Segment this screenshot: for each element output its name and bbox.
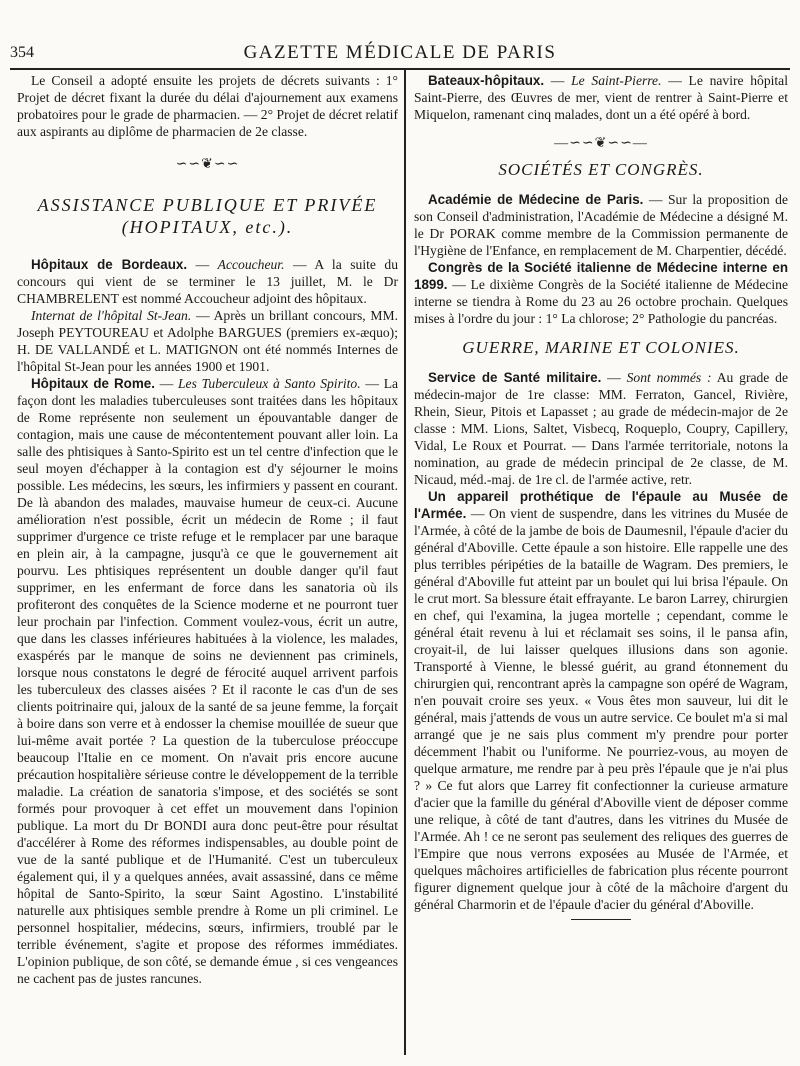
run-head-internat: Internat de l'hôpital St-Jean.: [31, 308, 192, 323]
end-rule: [571, 919, 631, 920]
article-congres: Congrès de la Société italienne de Médecine interne en 1899. — Le dixième Congrès de la Société italienne de Médecine interne se tiendra à Rome du 23 au 26 octobre prochain. Quelques mises à l'ordre du jour : 1° La chlorose; 2° Pathologie du pancréas.: [414, 260, 788, 326]
article-internat: Internat de l'hôpital St-Jean. — Après un brillant concours, MM. Joseph PEYTOUREAU et Adolphe BARGUES (premiers ex-æquo); H. DE VALLANDÉ et L. MATIGNON ont été nommés Internes de l'hôpital St-Jean pour les années 1900 et 1901.: [17, 308, 398, 374]
text-congres: Le dixième Congrès de la Société italienne de Médecine interne se tiendra à Rome du 23 au 26 octobre prochain. Quelques mises à l'ordre du jour : 1° La chlorose; 2° Pathologie du pancréas.: [414, 277, 788, 326]
run-head-service: Service de Santé militaire.: [428, 370, 602, 385]
section-title-guerre: GUERRE, MARINE ET COLONIES.: [462, 338, 740, 357]
article-bordeaux: Hôpitaux de Bordeaux. — Accoucheur. — A la suite du concours qui vient de se terminer le 13 juillet, M. le Dr CHAMBRELENT est nommé Accoucheur adjoint des hôpitaux.: [17, 257, 399, 306]
section-title-assistance: ASSISTANCE PUBLIQUE ET PRIVÉE: [37, 195, 378, 215]
article-rome: Hôpitaux de Rome. — Les Tuberculeux à Santo Spirito. — La façon dont les maladies tuberculeuses sont traitées dans les hôpitaux de Rome représente non seulement un épouvantable danger de contagion, mais une cause de mécontentement pouvant aller loin. La salle des phtisiques à Santo-Spirito est un tel centre d'infection que le seul moyen d'échapper à la contagion est d'y séjourner le moins possible. Les médecins, les sœurs, les infirmiers y passent en courant. De là abandon des malades, mauvaise humeur de ceux-ci. Aucune amélioration n'est possible, écrit un médecin de Rome ; il faut supprimer d'urgence ce triste refuge et le remplacer par une baraque en plein air, à la campagne, jusqu'à ce que le gouvernement ait pourvu. Les phtisiques représentent un double danger qu'il faut supprimer, en les enfermant de force dans les sanatoria où ils profiteront des conquêtes de la Science moderne et ne pourront tuer leur prochain par l'infection. Comment voulez-vous, écrit un autre, que dans les classes inférieures habituées à la violence, les malades, exaspérés par le manque de soins ne deviennent pas criminels, lorsque nous constatons le degré de férocité auquel arrivent parfois les tuberculeux des classes aisées ? Et il raconte le cas d'un de ses clients poitrinaire qui, jaloux de la santé de sa jeune femme, la forçait à boire dans son verre et à endosser la chemise mouillée de sueur que lui-même avait portée ? La question de la tuberculose préoccupe beaucoup l'Italie en ce moment. On n'avait pris encore aucune précaution hospitalière sérieuse contre le développement de la terrible maladie. La création de sanatoria s'impose, et des sociétés se sont formés pour provoquer à cet effet un mouvement dans l'opinion publique. La mort du Dr BONDI aura donc peut-être pour résultat d'accélérer à Rome des réformes indispensables, au double point de vue de la santé publique et de l'Humanité. C'est un tuberculeux également qui, il y a quelques années, avait assassiné, dans ce même hôpital de Santo-Spirito, la sœur Saint Agostino. L'instabilité naturelle aux phtisiques semble prendre à Rome un pli criminel. Le personnel hospitalier, médecins, sœurs, infirmiers, troublé par le terrible événement, s'agite et propose des réformes immédiates. L'opinion publique, de son côté, se demande émue , si ces vengeances ne cachent pas de justes rancunes.: [17, 376, 399, 986]
text-internat: Après un brillant concours, MM. Joseph PEYTOUREAU et Adolphe BARGUES (premiers ex-æquo); H. DE VALLANDÉ et L. MATIGNON ont été nommés Internes de l'hôpital St-Jean pour les années 1900 et 1901.: [17, 308, 398, 374]
column-divider: [404, 70, 406, 1055]
page-number: 354: [10, 44, 34, 61]
text-bateaux: Le navire hôpital Saint-Pierre, des Œuvres de mer, vient de rentrer à Saint-Pierre et Miquelon, ramenant cinq malades, dont un a été opéré à bord.: [414, 73, 788, 122]
sub-head-bordeaux: Accoucheur.: [217, 257, 285, 272]
article-bateaux: Bateaux-hôpitaux. — Le Saint-Pierre. — Le navire hôpital Saint-Pierre, des Œuvres de mer, vient de rentrer à Saint-Pierre et Miquelon, ramenant cinq malades, dont un a été opéré à bord.: [414, 73, 788, 122]
sub-head-bateaux: Le Saint-Pierre.: [571, 73, 662, 88]
page-header: [0, 0, 800, 64]
section-title-societes: SOCIÉTÉS ET CONGRÈS.: [498, 160, 704, 179]
ornament-divider-right: —∽∽❦∽∽—: [554, 136, 648, 151]
journal-title: GAZETTE MÉDICALE DE PARIS: [243, 42, 557, 63]
article-appareil: Un appareil prothétique de l'épaule au Musée de l'Armée. — On vient de suspendre, dans les vitrines du Musée de l'Armée, à côté de la jambe de bois de Daumesnil, l'épaule d'acier du général d'Aboville. Cette épaule a son histoire. Elle rappelle une des plus terribles péripéties de la bataille de Wagram. Des premiers, le général d'Aboville fut atteint par un boulet qui lui brisa l'épaule. On le crut mort. Sa blessure était effrayante. Le baron Larrey, chirurgien en chef, qui l'examina, la jugea mortelle ; cependant, comme le général était revenu à lui et réclamait ses soins, il le pansa afin, croyait-il, de lui laisser quelques illusions dans son agonie. Transporté à Vienne, le blessé guérit, au grand étonnement du chirurgien qui, rencontrant après la campagne son opéré de Wagram, n'en pouvait croire ses yeux. « Vous êtes mon sauveur, lui dit le général, mais j'attends de vous un autre service. Ce boulet m'a si mal arrangé que je ne sais plus comment m'y prendre pour porter décemment l'habit ou l'uniforme. Ne pourriez-vous, au moyen de quelque armature, me rendre par à peu près l'épaule que je n'ai plus ? » Ce fut alors que Larrey fit confectionner la curieuse armature d'acier que la famille du général d'Aboville vient de déposer comme une relique, à côté de tant d'autres, dans les vitrines du Musée de l'Armée. Ah ! ce ne seront pas seulement des reliques des guerres de l'Empire que nous verrons exposées au Musée de l'Armée, et quelques mâchoires artificielles de fabrication plus récente pourront figurer dignement quelque jour à côté de la mâchoire d'argent du général Charmorin et de l'épaule d'acier du général d'Aboville.: [414, 489, 788, 912]
run-head-appareil: Un appareil prothétique de l'épaule au Musée de l'Armée.: [414, 489, 788, 521]
text-bordeaux: A la suite du concours qui vient de se terminer le 13 juillet, M. le Dr CHAMBRELENT est nommé Accoucheur adjoint des hôpitaux.: [17, 257, 399, 306]
text-appareil: On vient de suspendre, dans les vitrines du Musée de l'Armée, à côté de la jambe de bois de Daumesnil, l'épaule d'acier du général d'Aboville. Cette épaule a son histoire. Elle rappelle une des plus terribles péripéties de la bataille de Wagram. Des premiers, le général d'Aboville fut atteint par un boulet qui lui brisa l'épaule. On le crut mort. Sa blessure était effrayante. Le baron Larrey, chirurgien en chef, qui l'examina, la jugea mortelle ; cependant, comme le général était revenu à lui et réclamait ses soins, il le pansa afin, croyait-il, de lui laisser quelques illusions dans son agonie. Transporté à Vienne, le blessé guérit, au grand étonnement du chirurgien qui, rencontrant après la campagne son opéré de Wagram, n'en pouvait croire ses yeux. « Vous êtes mon sauveur, lui dit le général, mais j'attends de vous un autre service. Ce boulet m'a si mal arrangé que je ne sais plus comment m'y prendre pour porter décemment l'habit ou l'uniforme. Ne pourriez-vous, au moyen de quelque armature, me rendre par à peu près l'épaule que je n'ai plus ? » Ce fut alors que Larrey fit confectionner la curieuse armature d'acier que la famille du général d'Aboville vient de déposer comme une relique, à côté de tant d'autres, dans les vitrines du Musée de l'Armée. Ah ! ce ne seront pas seulement des reliques des guerres de l'Empire que nous verrons exposées au Musée de l'Armée, et quelques mâchoires artificielles de fabrication plus récente pourront figurer dignement quelque jour à côté de la mâchoire d'argent du général Charmorin et de l'épaule d'acier du général d'Aboville.: [414, 506, 788, 912]
sub-head-rome: Les Tuberculeux à Santo Spirito.: [177, 376, 361, 391]
article-service-sante: Service de Santé militaire. — Sont nommés : Au grade de médecin-major de 1re classe: MM. Ferraton, Gancel, Rivière, Rhein, Sieur, Pitois et Lapasset ; au grade de médecin-major de 2e classe : MM. Lions, Saltet, Visbecq, Roqueplo, Coupry, Capillery, Vidal, Le Roux et Pourrat. — Dans l'armée territoriale, notons la nomination, au grade de médecin principal de 2e classe, de M. Nicaud, méd.-maj. de 1re cl. de l'armée active, retr.: [414, 370, 789, 487]
text-academie: Sur la proposition de son Conseil d'administration, l'Académie de Médecine a désigné M. le Dr PORAK comme membre de la Commission permanente de l'Hygiène de l'Enfance, en remplacement de M. Charpentier, décédé.: [414, 192, 788, 258]
article-academie: Académie de Médecine de Paris. — Sur la proposition de son Conseil d'administration, l'Académie de Médecine a désigné M. le Dr PORAK comme membre de la Commission permanente de l'Hygiène de l'Enfance, en remplacement de M. Charpentier, décédé.: [414, 192, 788, 258]
run-head-rome: Hôpitaux de Rome.: [31, 376, 155, 391]
right-column: [414, 72, 788, 926]
ornament-divider: ∽∽❦∽∽: [175, 157, 240, 172]
section-subtitle-hopitaux: (HOPITAUX, etc.).: [121, 217, 294, 237]
sub-head-service: Sont nommés :: [626, 370, 712, 385]
run-head-congres: Congrès de la Société italienne de Médecine interne en 1899.: [414, 260, 788, 292]
run-head-academie: Académie de Médecine de Paris.: [428, 192, 644, 207]
text-service: Au grade de médecin-major de 1re classe: MM. Ferraton, Gancel, Rivière, Rhein, Sieur, Pitois et Lapasset ; au grade de médecin-major de 2e classe : MM. Lions, Saltet, Visbecq, Roqueplo, Coupry, Capillery, Vidal, Le Roux et Pourrat. — Dans l'armée territoriale, notons la nomination, au grade de médecin principal de 2e classe, de M. Nicaud, méd.-maj. de 1re cl. de l'armée active, retr.: [414, 370, 789, 487]
text-rome: La façon dont les maladies tuberculeuses sont traitées dans les hôpitaux de Rome représente non seulement un épouvantable danger de contagion, mais une cause de mécontentement pouvant aller loin. La salle des phtisiques à Santo-Spirito est un tel centre d'infection que le seul moyen d'échapper à la contagion est d'y séjourner le moins possible. Les médecins, les sœurs, les infirmiers y passent en courant. De là abandon des malades, mauvaise humeur de ceux-ci. Aucune amélioration n'est possible, écrit un médecin de Rome ; il faut supprimer d'urgence ce triste refuge et le remplacer par une baraque en plein air, à la campagne, jusqu'à ce que le gouvernement ait pourvu. Les phtisiques représentent un double danger qu'il faut supprimer, en les enfermant de force dans les sanatoria où ils profiteront des conquêtes de la Science moderne et ne pourront tuer leur prochain par l'infection. Comment voulez-vous, écrit un autre, que dans les classes inférieures habituées à la violence, les malades, exaspérés par le manque de soins ne deviennent pas criminels, lorsque nous constatons le degré de férocité auquel arrivent parfois les tuberculeux des classes aisées ? Et il raconte le cas d'un de ses clients poitrinaire qui, jaloux de la santé de sa jeune femme, la forçait à boire dans son verre et à endosser la chemise mouillée de sueur que lui-même avait portée ? La question de la tuberculose préoccupe beaucoup l'Italie en ce moment. On n'avait pris encore aucune précaution hospitalière sérieuse contre le développement de la terrible maladie. La création de sanatoria s'impose, et des sociétés se sont formés pour provoquer à cet effet un mouvement dans l'opinion publique. La mort du Dr BONDI aura donc peut-être pour résultat d'accélérer à Rome des réformes indispensables, au double point de vue de la santé publique et de l'Humanité. C'est un tuberculeux également qui, il y a quelques années, avait assassiné, dans ce même hôpital de Santo-Spirito, la sœur Saint Agostino. L'instabilité naturelle aux phtisiques semble prendre à Rome un pli criminel. Le personnel hospitalier, médecins, sœurs, infirmiers, troublé par le terrible événement, s'agite et propose des réformes immédiates. L'opinion publique, de son côté, se demande émue , si ces vengeances ne cachent pas de justes rancunes.: [17, 376, 399, 986]
run-head-bordeaux: Hôpitaux de Bordeaux.: [31, 257, 188, 272]
header-rule: [10, 68, 790, 70]
left-column: [17, 72, 398, 987]
conseil-paragraph: Le Conseil a adopté ensuite les projets de décrets suivants : 1° Projet de décret fixant la durée du délai d'ajournement aux examens probatoires pour le grade de pharmacien. — 2° Projet de décret relatif aux aspirants au diplôme de pharmacien de 2e classe.: [17, 73, 398, 139]
run-head-bateaux: Bateaux-hôpitaux.: [428, 73, 545, 88]
